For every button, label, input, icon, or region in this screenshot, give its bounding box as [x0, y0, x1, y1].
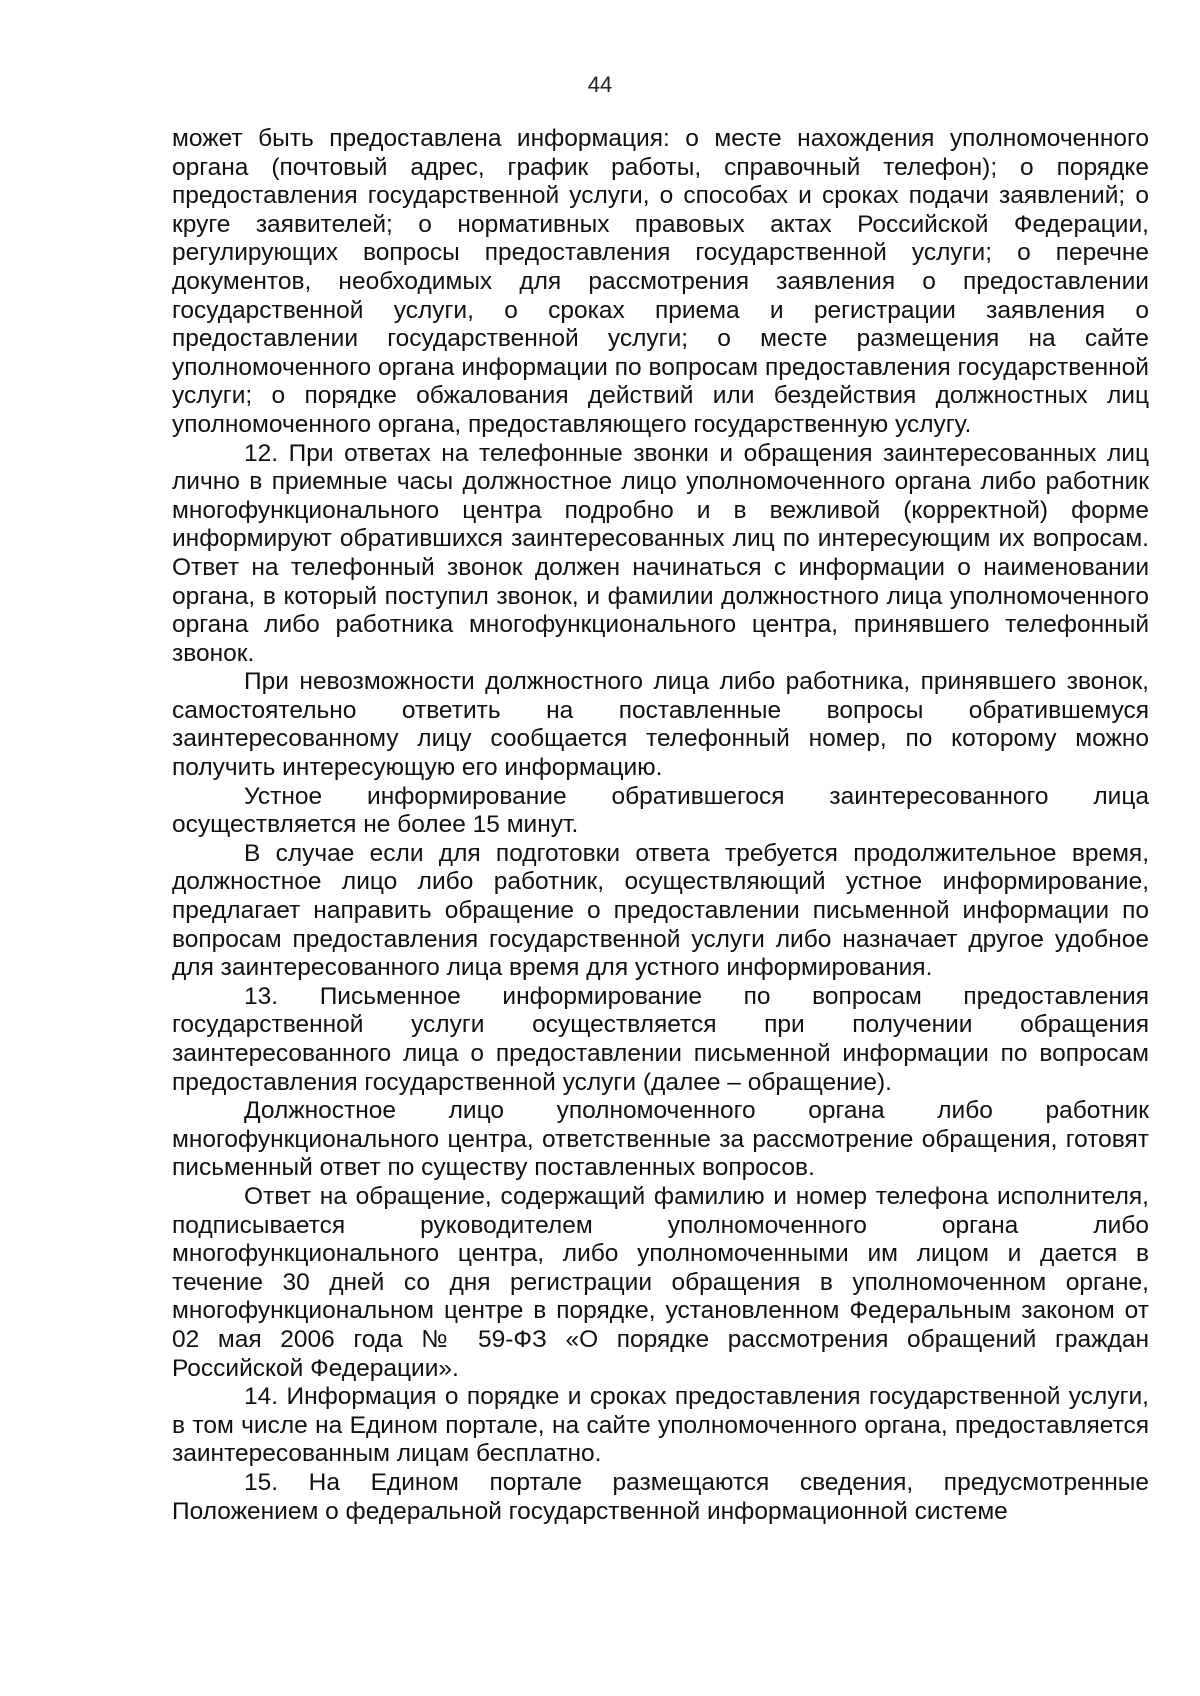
paragraph: Должностное лицо уполномоченного органа либо работник многофункционального центра, ответственные за рассмотрение обращения, готовят письменный ответ по существу поставленных вопросов.: [172, 1097, 1149, 1182]
page-number: 44: [587, 72, 613, 97]
paragraph: может быть предоставлена информация: о месте нахождения уполномоченного органа (почтовый адрес, график работы, справочный телефон); о порядке предоставления государственной услуги, о способах и сроках подачи заявлений; о круге заявителей; о нормативных правовых актах Российской Федерации, регулирующих вопросы предоставления государственной услуги; о перечне документов, необходимых для рассмотрения заявления о предоставлении государственной услуги, о сроках приема и регистрации заявления о предоставлении государственной услуги; о месте размещения на сайте уполномоченного органа информации по вопросам предоставления государственной услуги; о порядке обжалования действий или бездействия должностных лиц уполномоченного органа, предоставляющего государственную услугу.: [172, 125, 1149, 438]
paragraph: При невозможности должностного лица либо работника, принявшего звонок, самостоятельно ответить на поставленные вопросы обратившемуся заинтересованному лицу сообщается телефонный номер, по которому можно получить интересующую его информацию.: [172, 668, 1149, 782]
paragraph: 14. Информация о порядке и сроках предоставления государственной услуги, в том числе на Едином портале, на сайте уполномоченного органа, предоставляется заинтересованным лицам бесплатно.: [172, 1383, 1149, 1468]
document-body: [172, 125, 1149, 1526]
paragraph: В случае если для подготовки ответа требуется продолжительное время, должностное лицо либо работник, осуществляющий устное информирование, предлагает направить обращение о предоставлении письменной информации по вопросам предоставления государственной услуги либо назначает другое удобное для заинтересованного лица время для устного информирования.: [172, 839, 1149, 982]
paragraph: 12. При ответах на телефонные звонки и обращения заинтересованных лиц лично в приемные часы должностное лицо уполномоченного органа либо работник многофункционального центра подробно и в вежливой (корректной) форме информируют обратившихся заинтересованных лиц по интересующим их вопросам. Ответ на телефонный звонок должен начинаться с информации о наименовании органа, в который поступил звонок, и фамилии должностного лица уполномоченного органа либо работника многофункционального центра, принявшего телефонный звонок.: [172, 439, 1149, 667]
paragraph: Устное информирование обратившегося заинтересованного лица осуществляется не более 15 минут.: [172, 782, 1149, 839]
paragraph: 13. Письменное информирование по вопросам предоставления государственной услуги осуществляется при получении обращения заинтересованного лица о предоставлении письменной информации по вопросам предоставления государственной услуги (далее – обращение).: [172, 982, 1149, 1096]
paragraph: Ответ на обращение, содержащий фамилию и номер телефона исполнителя, подписывается руководителем уполномоченного органа либо многофункционального центра, либо уполномоченными им лицом и дается в течение 30 дней со дня регистрации обращения в уполномоченном органе, многофункциональном центре в порядке, установленном Федеральным законом от 02 мая 2006 года № 59-ФЗ «О порядке рассмотрения обращений граждан Российской Федерации».: [172, 1182, 1149, 1382]
paragraph: 15. На Едином портале размещаются сведения, предусмотренные Положением о федеральной государственной информационной системе: [172, 1468, 1149, 1525]
